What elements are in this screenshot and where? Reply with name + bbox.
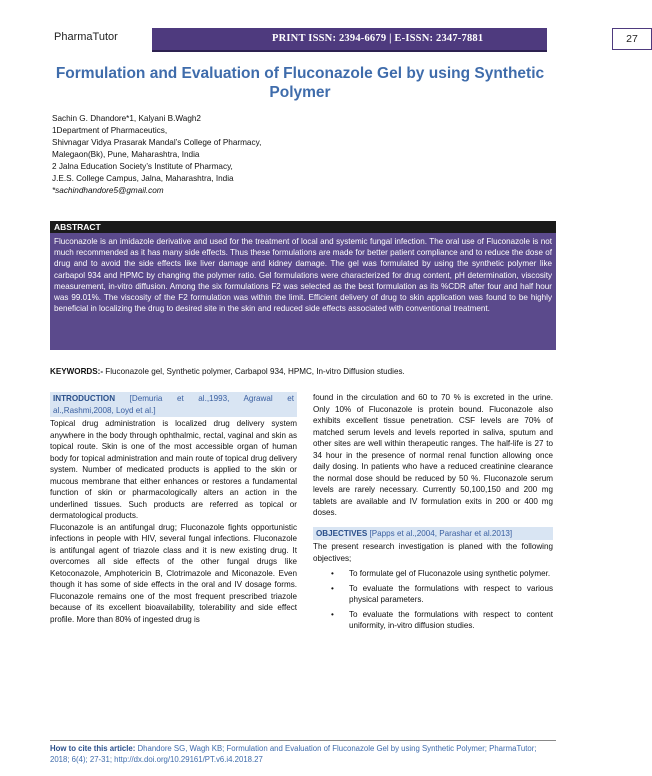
list-item: • To formulate gel of Fluconazole using synthetic polymer. xyxy=(331,569,551,578)
author-names: Sachin G. Dhandore*1, Kalyani B.Wagh2 xyxy=(52,114,201,123)
citation-footer xyxy=(50,743,556,765)
affiliation-line: Malegaon(Bk), Pune, Maharashtra, India xyxy=(52,150,200,159)
page-header xyxy=(44,28,638,54)
introduction-heading xyxy=(50,392,297,417)
abstract-text: Fluconazole is an imidazole derivative and used for the treatment of local and systemic fungal infection. The oral use of Fluconazole is not much recommended as it has many side effects. Thus these formulations are made for better patient compliance and to reduce the dose of drug and to avoid the side effects like liver damage and kidney damage. The gel was formulated by using the synthetic polymer like carbapol 934 and HPMC by changing the polymer ratio. Gel formulations were characterized for drug content, pH determination, viscosity measurement, in-vitro diffusion. Among the six formulations F2 was selected as the best formulation as its %CDR after four and half hour was 99.01%. The viscosity of the F2 formulation was within the limit. Efficient delivery of drug to skin application was found to be highly beneficial in localizing the drug to desired site in the skin and reduced side effects associated with conventional treatment. xyxy=(50,233,556,350)
keywords xyxy=(50,366,556,377)
citation-label: How to cite this article: xyxy=(50,744,136,753)
article-title: Formulation and Evaluation of Fluconazole Gel by using Synthetic Polymer xyxy=(55,65,545,101)
journal-brand: PharmaTutor xyxy=(54,31,118,43)
affiliation-line: J.E.S. College Campus, Jalna, Maharashtra, India xyxy=(52,174,234,183)
author-block xyxy=(52,113,552,197)
left-column xyxy=(50,392,297,625)
introduction-refs: [Demuria et al.,1993, Agrawal et al.,Rashmi,2008, Loyd et al.] xyxy=(53,394,294,415)
bullet-icon: • xyxy=(331,583,334,593)
affiliation-line: 2 Jalna Education Society’s Institute of Pharmacy, xyxy=(52,162,233,171)
affiliation-line: Shivnagar Vidya Prasarak Mandal’s College of Pharmacy, xyxy=(52,138,262,147)
objectives-list xyxy=(313,568,553,632)
list-item: • To evaluate the formulations with respect to content uniformity, in-vitro diffusion studies. xyxy=(331,609,553,630)
author-email[interactable]: *sachindhandore5@gmail.com xyxy=(52,186,164,195)
introduction-title: INTRODUCTION xyxy=(53,394,116,403)
citation-text[interactable]: Dhandore SG, Wagh KB; Formulation and Evaluation of Fluconazole Gel by using Synthetic Polymer; PharmaTutor; 2018; 6(4); 27-31; http://dx.doi.org/10.29161/PT.v6.i4.2018.27 xyxy=(50,744,537,764)
affiliation-line: 1Department of Pharmaceutics, xyxy=(52,126,168,135)
footer-divider xyxy=(50,740,556,741)
issn-text: PRINT ISSN: 2394-6679 | E-ISSN: 2347-7881 xyxy=(272,33,484,44)
objectives-title: OBJECTIVES xyxy=(316,528,368,538)
objectives-intro: The present research investigation is planed with the following objectives; xyxy=(313,542,553,563)
bullet-icon: • xyxy=(331,609,334,619)
list-item: • To evaluate the formulations with respect to various physical parameters. xyxy=(331,583,553,604)
right-column xyxy=(313,392,553,635)
intro-paragraph: Topical drug administration is localized drug delivery system anywhere in the body through ophthalmic, rectal, vaginal and skin as topical route. Skin is one of the most accessible organ of human body for topical administration and main route of topical drug delivery system. Number of medicated products is applied to the skin or mucous membrane that either enhances or restores a fundamental function of skin or pharmacologically alters an action in the underlined tissues. Such products are referred as topical or dermatological products. xyxy=(50,419,297,520)
keywords-label: KEYWORDS:- xyxy=(50,367,104,376)
issn-bar xyxy=(152,28,638,52)
bullet-icon: • xyxy=(331,569,334,578)
page-number: 27 xyxy=(612,28,652,50)
abstract-label: ABSTRACT xyxy=(50,221,556,233)
objectives-refs: [Papps et al.,2004, Parashar et al.2013] xyxy=(367,528,513,538)
intro-paragraph: Fluconazole is an antifungal drug; Fluconazole fights opportunistic infections in people with HIV, several fungal infections. Fluconazole is antifungal agent of triazole class and it is new existing drug. It overcomes all side effects of the other fungal drugs like Ketoconazole, Amphotericin B, Clotrimazole and Miconazole. Even though it has some of side effects in the oral and IV dosage forms. Fluconazole remains one of the most frequent prescribed triazole because of its excellent bioavailability, tolerability and side effect profile. More than 80% of ingested drug is xyxy=(50,522,297,624)
intro-paragraph: found in the circulation and 60 to 70 % is excreted in the urine. Only 10% of Fluconazole is protein bound. Fluconazole also exhibits excellent tissue penetration. CSF levels are 70% of matched serum levels and levels reported in saliva, sputum and other sites are well within therapeutic ranges. The half-life is 27 to 34 hour in the presence of normal renal function allowing once daily dosing. In patients who have a reduced creatinine clearance the normal dose should be reduced by 50 %. Fluconazole serum levels are rarely necessary. Currently 50,100,150 and 200 mg tablets are available and IV formulation exits in 200 or 400 mg doses. xyxy=(313,393,553,517)
objectives-heading xyxy=(313,527,553,541)
keywords-text: Fluconazole gel, Synthetic polymer, Carbapol 934, HPMC, In-vitro Diffusion studies. xyxy=(103,367,405,376)
